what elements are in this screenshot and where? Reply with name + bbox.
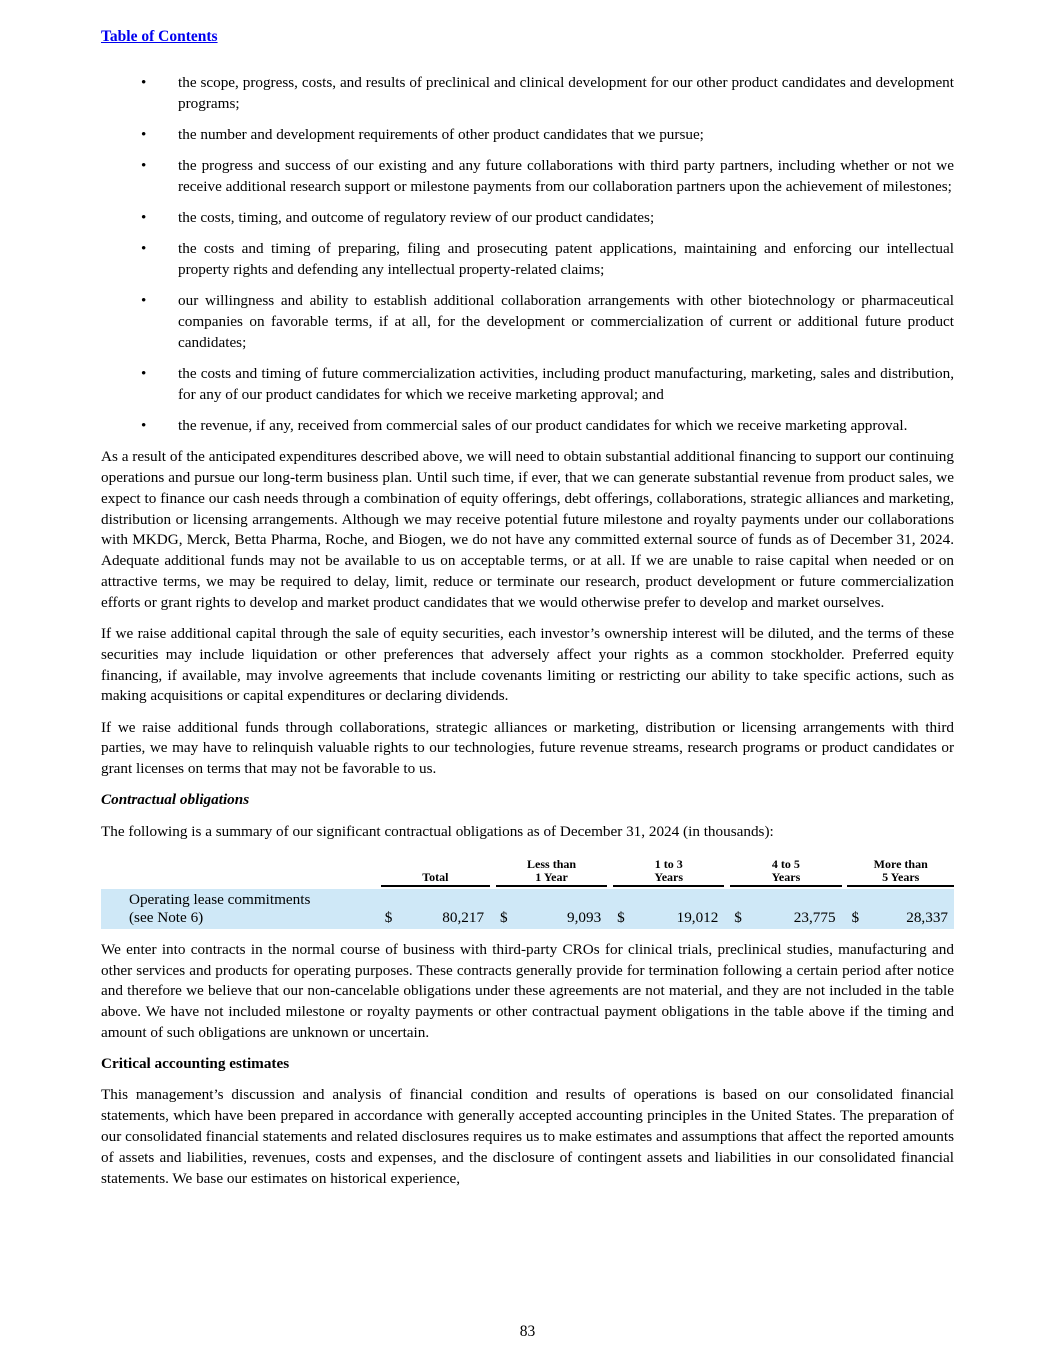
bullet-icon: • <box>141 417 147 435</box>
page-number: 83 <box>519 1323 536 1340</box>
summary-intro-paragraph: The following is a summary of our significant contractual obligations as of December 31, 2024 (in thousands): <box>101 822 774 840</box>
bullet-list <box>101 73 954 437</box>
list-item: • the progress and success of our existing and any future collaborations with third party partners, including whether or not we receive additional research support or milestone payments from our collaboration partners upon the achievement of milestones; <box>141 157 954 195</box>
financing-paragraph: As a result of the anticipated expenditures described above, we will need to obtain substantial additional financing to support our continuing operations and pursue our long-term business plan. Until such time, if ever, that we can generate substantial revenue from product sales, we expect to finance our cash needs through a combination of equity offerings, debt offerings, collaborations, strategic alliances and marketing, distribution or licensing arrangements. Although we may receive potential future milestone and royalty payments under our collaborations with MKDG, Merck, Betta Pharma, Roche, and Biogen, we do not have any committed external source of funds as of December 31, 2024. Adequate additional funds may not be available to us on acceptable terms, or at all. If we are unable to raise capital when needed or on attractive terms, we may be required to delay, limit, reduce or terminate our research, product development or future commercialization efforts or grant rights to develop and market product candidates that we would otherwise prefer to develop and market ourselves. <box>101 448 954 611</box>
currency-symbol: $ <box>496 889 520 929</box>
equity-paragraph: If we raise additional capital through the sale of equity securities, each investor’s ownership interest will be diluted, and the terms of these securities may include liquidation or other preferences that adversely affect your rights as a common stockholder. Preferred equity financing, if available, may involve agreements that include covenants limiting or restricting our ability to take specific actions, such as making acquisitions or capital expenditures or declaring dividends. <box>101 625 954 705</box>
bullet-icon: • <box>141 365 147 383</box>
table-header-row <box>101 858 954 889</box>
cell-less-than-1-year: 9,093 <box>520 889 607 929</box>
list-item: • the scope, progress, costs, and results of preclinical and clinical development for our other product candidates and development programs; <box>141 74 954 112</box>
column-header-4-to-5-years: 4 to 5 Years <box>730 858 841 889</box>
cell-total: 80,217 <box>405 889 491 929</box>
list-item: • the costs and timing of future commercialization activities, including product manufacturing, marketing, sales and distribution, for any of our product candidates for which we receive marketing approval; and <box>141 365 954 403</box>
column-header-more-than-5-years: More than 5 Years <box>847 858 954 889</box>
list-item: • our willingness and ability to establish additional collaboration arrangements with other biotechnology or pharmaceutical companies on favorable terms, if at all, for the development or commercialization of current or additional future product candidates; <box>141 292 954 351</box>
currency-symbol: $ <box>730 889 754 929</box>
list-item: • the costs, timing, and outcome of regulatory review of our product candidates; <box>101 208 954 229</box>
table-of-contents-link[interactable]: Table of Contents <box>101 28 218 45</box>
bullet-icon: • <box>141 292 147 310</box>
bullet-icon: • <box>141 240 147 258</box>
list-item: • the costs and timing of preparing, filing and prosecuting patent applications, maintaining and enforcing our intellectual property rights and defending any intellectual property-related claims; <box>141 240 954 279</box>
cell-1-to-3-years: 19,012 <box>637 889 724 929</box>
currency-symbol: $ <box>847 889 871 929</box>
bullet-icon: • <box>141 74 147 91</box>
contractual-obligations-table <box>101 858 954 929</box>
estimates-paragraph: This management’s discussion and analysis of financial condition and results of operations is based on our consolidated financial statements, which have been prepared in accordance with generally accepted accounting principles in the United States. The preparation of our consolidated financial statements and related disclosures requires us to make estimates and assumptions that affect the reported amounts of assets and liabilities, revenues, costs and expenses, and the disclosure of contingent assets and liabilities in our consolidated financial statements. We base our estimates on historical experience, <box>101 1086 954 1187</box>
list-item: • the revenue, if any, received from commercial sales of our product candidates for which we receive marketing approval. <box>101 416 954 437</box>
list-item: • the number and development requirements of other product candidates that we pursue; <box>101 125 954 146</box>
currency-symbol: $ <box>613 889 637 929</box>
column-header-total: Total <box>381 858 490 889</box>
currency-symbol: $ <box>381 889 405 929</box>
table-row <box>101 889 954 929</box>
critical-accounting-heading: Critical accounting estimates <box>101 1055 290 1073</box>
cell-more-than-5-years: 28,337 <box>871 889 954 929</box>
bullet-icon: • <box>141 209 147 227</box>
column-header-less-than-1-year: Less than 1 Year <box>496 858 607 889</box>
row-label: Operating lease commitments (see Note 6) <box>101 889 369 929</box>
contracts-paragraph: We enter into contracts in the normal course of business with third-party CROs for clinical trials, preclinical studies, manufacturing and other services and products for operating purposes. These contracts generally provide for termination following a certain period after notice and therefore we believe that our non-cancelable obligations under these agreements are not material, and they are not included in the table above. We have not included milestone or royalty payments or other contractual payment obligations in the table above if the timing and amount of such obligations are unknown or uncertain. <box>101 940 954 1041</box>
page-content <box>101 73 954 1200</box>
collaborations-paragraph: If we raise additional funds through collaborations, strategic alliances or marketing, distribution or licensing arrangements with third parties, we may have to relinquish valuable rights to our technologies, future revenue streams, research programs or product candidates or grant licenses on terms that may not be favorable to us. <box>101 718 954 778</box>
cell-4-to-5-years: 23,775 <box>754 889 841 929</box>
column-header-1-to-3-years: 1 to 3 Years <box>613 858 724 889</box>
contractual-obligations-heading: Contractual obligations <box>101 791 250 809</box>
bullet-icon: • <box>141 125 147 143</box>
bullet-icon: • <box>141 157 147 175</box>
